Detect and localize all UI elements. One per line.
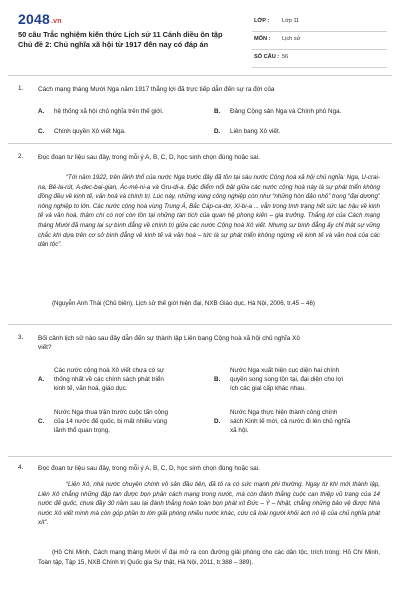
option-a[interactable] [38, 107, 208, 116]
option-c[interactable] [38, 127, 208, 136]
option-letter: C. [38, 128, 45, 135]
meta-label: LỚP : [254, 18, 270, 24]
option-text: Đảng Cộng sản Nga và Chính phủ Nga. [230, 108, 342, 115]
question-divider [8, 456, 392, 457]
logo-suffix: .vn [50, 18, 62, 25]
question-4 [0, 456, 400, 600]
option-line: thống nhất về các chính sách phát triển [54, 376, 164, 383]
question-text-line: Bối cảnh lịch sử nào sau đây dẫn đến sự thành lập Liên bang Cộng hoà xã hội chủ nghĩa Xô [38, 335, 300, 342]
option-letter: B. [214, 108, 221, 115]
option-line: Nước Nga xuất hiện cục diện hai chính [230, 367, 340, 374]
document-title [18, 30, 250, 50]
option-line: sách Kinh tế mới, cả nước đi lên chủ nghĩa [230, 418, 351, 425]
meta-value: Lịch sử [282, 36, 301, 42]
question-text: Đọc đoạn tư liệu sau đây, trong mỗi ý A, B, C, D, học sinh chọn đúng hoặc sai. [38, 154, 260, 161]
meta-row-subject [252, 32, 387, 50]
option-text: Chính quyền Xô viết Nga. [54, 128, 126, 135]
meta-label: SỐ CÂU : [254, 54, 280, 60]
logo-text: 2048 [18, 11, 50, 27]
option-letter: D. [214, 128, 221, 135]
question-text-line: viết? [38, 344, 52, 351]
option-text [230, 408, 350, 435]
meta-value: 56 [282, 54, 289, 60]
source-citation: (Nguyễn Anh Thái (Chủ biên), Lịch sử thế giới hiện đại, NXB Giáo dục, Hà Nội, 2006, tr.45 – 46) [52, 300, 315, 307]
option-text [54, 408, 168, 435]
option-a[interactable] [38, 366, 208, 396]
meta-label: MÔN : [254, 36, 271, 42]
question-text: Đọc đoạn tư liệu sau đây, trong mỗi ý A, B, C, D, học sinh chọn đúng hoặc sai. [38, 465, 260, 472]
option-c[interactable] [38, 408, 208, 438]
title-line-1: 50 câu Trắc nghiệm kiến thức Lịch sử 11 Cánh diều ôn tập [18, 30, 223, 39]
option-text: Liên bang Xô viết. [230, 128, 281, 135]
option-letter: D. [214, 418, 221, 425]
option-line: quyền song song tồn tại, đại diện cho lợi [230, 376, 344, 383]
meta-value: Lớp 11 [282, 18, 300, 24]
meta-table [252, 14, 387, 68]
option-b[interactable] [214, 366, 384, 396]
question-text [38, 334, 380, 352]
question-1 [0, 75, 400, 140]
source-citation: (Hồ Chí Minh, Cách mạng tháng Mười vĩ đại mở ra con đường giải phóng cho các dân tộc, trích trong: Hồ Chí Minh, Toàn tập, Tập 15, NXB Chính trị Quốc gia Sự thật, Hà Nội, 2011, tr.388 – 389). [38, 549, 380, 566]
option-d[interactable] [214, 408, 384, 438]
site-logo[interactable] [18, 11, 62, 27]
option-line: Nước Nga thua trận trước cuộc tấn công [54, 409, 168, 416]
option-letter: B. [214, 376, 221, 383]
option-line: Các nước cộng hoà Xô viết chưa có sự [54, 367, 165, 374]
option-letter: C. [38, 418, 45, 425]
option-line: Nước Nga thực hiện thành công chính [230, 409, 338, 416]
question-divider [8, 75, 392, 76]
meta-row-count [252, 50, 387, 68]
page-header [0, 0, 400, 62]
option-b[interactable] [214, 107, 384, 116]
option-d[interactable] [214, 127, 384, 136]
question-3 [0, 324, 400, 448]
question-divider [8, 143, 392, 144]
question-2 [0, 143, 400, 323]
option-line: của 14 nước đế quốc, bị mất nhiều vùng [54, 418, 168, 425]
question-number: 2. [18, 153, 24, 160]
option-line: xã hội. [230, 427, 249, 434]
question-text: Cách mạng tháng Mười Nga năm 1917 thắng lợi đã trực tiếp dẫn đến sự ra đời của [38, 86, 275, 93]
source-passage: “Tới năm 1922, trên lãnh thổ của nước Nga trước đây đã tồn tại sáu nước Cộng hoà xã hội chủ nghĩa: Nga, U-crai-na, Bê-la-rút, A-dec-bai-gian, Ác-mê-ni-a và Gru-di-a. Đặc điểm nổi bật giữa các nước cộng hoà này là sự phát triển không đồng đều về kinh tế, văn hoá và chính trị. Lúc này, những vùng công nghiệp còn như “những hòn đảo nhỏ” trong “đại dương” nông nghiệp to lớn. Các nước cộng hoà vùng Trung Á, Bắc Cáp-ca-dơ, Xi-bi-a ... vẫn trong tình trạng hết sức lạc hậu về kinh tế và văn hoá, thậm chí có nơi còn tồn tại những tàn tích của quan hệ phong kiến – gia trưởng. Thắng lợi của Cách mạng tháng Mười đã mang lại sự bình đẳng về chính trị giữa các nước Cộng hoà Xô viết. Nhưng sự bình đẳng ấy chỉ thật sự vững chắc khi dựa trên cơ sở bình đẳng về kinh tế và văn hoá – tức là sự phát triển không ngừng về kinh tế và văn hoá của các dân tộc”. [38, 174, 380, 249]
question-divider [8, 324, 392, 325]
option-line: kinh tế, văn hoá, giáo dục. [54, 385, 128, 392]
question-number: 4. [18, 464, 24, 471]
option-text: hệ thống xã hội chủ nghĩa trên thế giới. [54, 108, 164, 115]
title-line-2: Chủ đề 2: Chủ nghĩa xã hội từ 1917 đến nay có đáp án [18, 40, 209, 49]
option-letter: A. [38, 108, 45, 115]
option-text [54, 366, 164, 393]
source-passage: “Liên Xô, nhà nước chuyên chính vô sản đầu tiên, đã tỏ ra có sức mạnh phi thường. Ngay từ khi mới thành lập, Liên Xô chẳng những đập tan được bọn phản cách mạng trong nước, mà còn đánh thắng cuộc can thiệp vũ trang của 14 nước đế quốc, chưa đầy 30 năm sau lại đánh thắng hoàn toàn bọn phát xít Đức – Ý – Nhật, chẳng những bảo vệ được Nhà nước Xô viết mình mà còn góp phần to lớn giải phóng nhiều nước khác, cứu cả loài người khỏi ách nô lệ của chủ nghĩa phát xít”. [38, 481, 380, 527]
question-number: 1. [18, 85, 24, 92]
option-line: ích các giai cấp khác nhau. [230, 385, 306, 392]
option-letter: A. [38, 376, 45, 383]
meta-row-class [252, 14, 387, 32]
question-number: 3. [18, 334, 24, 341]
option-line: lãnh thổ quan trọng. [54, 427, 111, 434]
option-text [230, 366, 343, 393]
